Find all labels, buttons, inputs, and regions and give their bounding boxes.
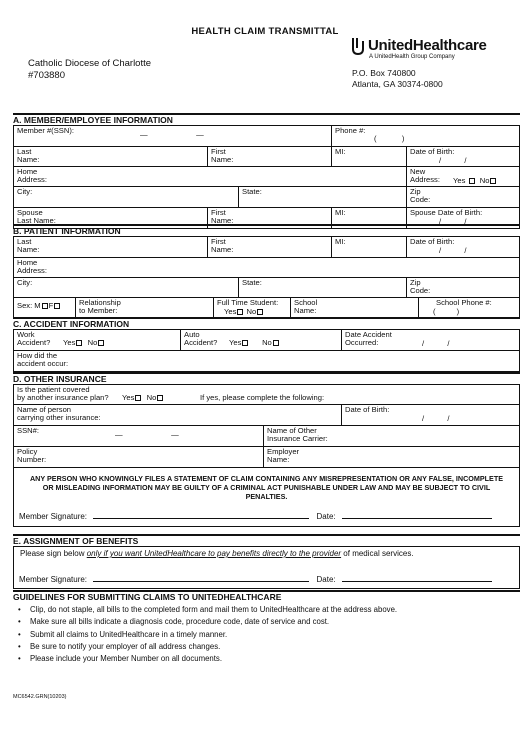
work-accident-field: Work Accident? Yes No xyxy=(14,330,181,350)
section-c-grid xyxy=(13,329,520,372)
guidelines-list xyxy=(18,604,518,665)
auto-accident-yes-checkbox[interactable] xyxy=(242,340,248,346)
patient-city-field[interactable]: City: xyxy=(14,278,239,297)
patient-sex-field: Sex: M F xyxy=(14,298,76,318)
bullet-icon: • xyxy=(18,617,21,627)
form-title: HEALTH CLAIM TRANSMITTAL xyxy=(191,26,339,37)
bullet-icon: • xyxy=(18,629,21,639)
assignment-instruction: Please sign below only if you want UnitedHealthcare to pay benefits directly to the provider of medical services. xyxy=(20,549,414,558)
brand-subtitle: A UnitedHealth Group Company xyxy=(369,54,455,60)
assignment-signature-label: Member Signature: xyxy=(19,575,88,584)
member-city-field[interactable]: City: xyxy=(14,187,239,207)
member-mi-field[interactable]: MI: xyxy=(332,147,407,166)
bullet-icon: • xyxy=(18,641,21,651)
relationship-field[interactable]: Relationship to Member: xyxy=(76,298,214,318)
if-yes-instruction: If yes, please complete the following: xyxy=(200,393,325,402)
member-signature-line[interactable] xyxy=(93,511,309,519)
patient-zip-field[interactable]: Zip Code: xyxy=(407,278,520,297)
member-signature-label: Member Signature: xyxy=(19,512,88,521)
section-a-title: A. MEMBER/EMPLOYEE INFORMATION xyxy=(13,113,520,125)
signature-date-line[interactable] xyxy=(342,511,492,519)
assignment-signature-row xyxy=(19,574,492,584)
sex-f-checkbox[interactable] xyxy=(54,303,60,309)
guidelines-title: GUIDELINES FOR SUBMITTING CLAIMS TO UNITEDHEALTHCARE xyxy=(13,590,520,602)
member-ssn-label: Member #(SSN): xyxy=(17,126,74,135)
organization-name: Catholic Diocese of Charlotte xyxy=(28,58,152,69)
brand-name: UnitedHealthcare xyxy=(368,37,487,55)
patient-first-name-field[interactable]: First Name: xyxy=(208,237,332,257)
organization-block xyxy=(28,58,151,82)
uhc-logo-icon xyxy=(352,37,364,55)
fraud-warning: ANY PERSON WHO KNOWINGLY FILES A STATEMENT OF CLAIM CONTAINING ANY MISREPRESENTATION OR ANY FALSE, INCOMPLETE OR MISLEADING INFORMATION MAY BE GUILTY OF A CRIMINAL ACT PUNISHABLE UNDER LAW AND MAY BE SUBJECT TO CIVIL PENALTIES. xyxy=(29,474,504,501)
assignment-date-line[interactable] xyxy=(342,574,492,582)
full-time-student-field: Full Time Student: Yes No xyxy=(214,298,291,318)
member-zip-field[interactable]: Zip Code: xyxy=(407,187,520,207)
brand-logo xyxy=(352,37,522,55)
other-coverage-no-checkbox[interactable] xyxy=(157,395,163,401)
mailing-address xyxy=(352,68,522,90)
section-a-grid xyxy=(13,125,520,229)
new-address-no-checkbox[interactable] xyxy=(490,178,496,184)
section-b-grid xyxy=(13,236,520,319)
form-code: MC6542.GRN(10203) xyxy=(13,694,67,700)
section-b-title: B. PATIENT INFORMATION xyxy=(13,224,520,236)
brand-block xyxy=(352,37,522,90)
student-no-checkbox[interactable] xyxy=(257,309,263,315)
member-home-address-field[interactable]: Home Address: xyxy=(14,167,407,186)
patient-mi-field[interactable]: MI: xyxy=(332,237,407,257)
other-coverage-yes-checkbox[interactable] xyxy=(135,395,141,401)
phone-label: Phone #: xyxy=(335,126,366,135)
bullet-icon: • xyxy=(18,654,21,664)
auto-accident-no-checkbox[interactable] xyxy=(273,340,279,346)
date-accident-field[interactable]: Date Accident Occurred: / / xyxy=(342,330,520,350)
signature-row xyxy=(19,511,492,521)
other-coverage-field: Is the patient covered by another insurance plan? Yes No If yes, please complete the following: xyxy=(14,385,520,404)
other-insured-name-field[interactable]: Name of person carrying other insurance: xyxy=(14,405,342,425)
school-phone-field[interactable]: School Phone #: ( ) xyxy=(419,298,520,318)
work-accident-yes-checkbox[interactable] xyxy=(76,340,82,346)
policy-number-field[interactable]: Policy Number: xyxy=(14,447,264,467)
other-ssn-field[interactable]: SSN#: — — xyxy=(14,426,264,446)
member-state-field[interactable]: State: xyxy=(239,187,407,207)
work-accident-no-checkbox[interactable] xyxy=(98,340,104,346)
spouse-mi-field[interactable]: MI: xyxy=(332,208,407,228)
bullet-icon: • xyxy=(18,605,21,614)
sex-m-checkbox[interactable] xyxy=(42,303,48,309)
phone-parens: ( ) xyxy=(374,134,405,143)
section-e-title: E. ASSIGNMENT OF BENEFITS xyxy=(13,534,520,546)
assignment-date-label: Date: xyxy=(316,575,336,584)
employer-name-field[interactable]: Employer Name: xyxy=(264,447,520,467)
auto-accident-field: Auto Accident? Yes No xyxy=(181,330,342,350)
ssn-dashes: — — xyxy=(140,130,204,139)
patient-dob-field[interactable]: Date of Birth: / / xyxy=(407,237,520,257)
other-carrier-field[interactable]: Name of Other Insurance Carrier: xyxy=(264,426,520,446)
list-item: • Clip, do not staple, all bills to the completed form and mail them to UnitedHealthcare at the address above. xyxy=(18,604,518,616)
new-address-yes-checkbox[interactable] xyxy=(469,178,475,184)
patient-last-name-field[interactable]: Last Name: xyxy=(14,237,208,257)
new-address-field[interactable]: New Address: Yes No xyxy=(407,167,520,186)
list-item: • Make sure all bills indicate a diagnosis code, procedure code, date of service and cost. xyxy=(18,616,518,628)
list-item: • Submit all claims to UnitedHealthcare in a timely manner. xyxy=(18,629,518,641)
signature-date-label: Date: xyxy=(316,512,336,521)
section-c-title: C. ACCIDENT INFORMATION xyxy=(13,317,520,329)
student-yes-checkbox[interactable] xyxy=(237,309,243,315)
patient-home-address-field[interactable]: Home Address: xyxy=(14,258,520,277)
member-ssn-field[interactable] xyxy=(14,126,332,146)
accident-description-field[interactable]: How did the accident occur: xyxy=(14,351,520,371)
other-insured-dob-field[interactable]: Date of Birth: / / xyxy=(342,405,520,425)
phone-field[interactable] xyxy=(332,126,520,146)
section-d-title: D. OTHER INSURANCE xyxy=(13,372,520,384)
list-item: • Be sure to notify your employer of all address changes. xyxy=(18,641,518,653)
assignment-signature-line[interactable] xyxy=(93,574,309,582)
patient-state-field[interactable]: State: xyxy=(239,278,407,297)
member-first-name-field[interactable]: First Name: xyxy=(208,147,332,166)
group-number: #703880 xyxy=(28,69,65,81)
spouse-dob-field[interactable]: Spouse Date of Birth: / / xyxy=(407,208,520,228)
member-last-name-field[interactable]: Last Name: xyxy=(14,147,208,166)
section-d-grid xyxy=(13,384,520,468)
spouse-first-name-field[interactable]: First Name: xyxy=(208,208,332,228)
spouse-last-name-field[interactable]: Spouse Last Name: xyxy=(14,208,208,228)
list-item: • Please include your Member Number on all documents. xyxy=(18,653,518,665)
address-line2: Atlanta, GA 30374-0800 xyxy=(352,78,443,89)
member-dob-field[interactable]: Date of Birth: / / xyxy=(407,147,520,166)
address-line1: P.O. Box 740800 xyxy=(352,67,416,78)
school-name-field[interactable]: School Name: xyxy=(291,298,419,318)
